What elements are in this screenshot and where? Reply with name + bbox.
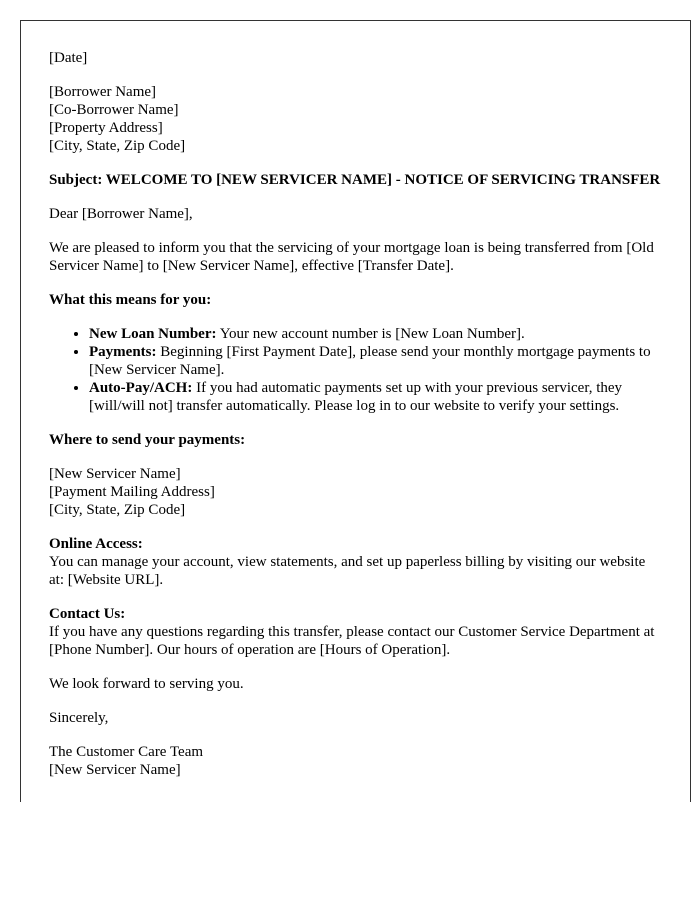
payment-city-state-zip: [City, State, Zip Code] [49, 502, 186, 518]
recipient-co-borrower-name: [Co-Borrower Name] [49, 102, 179, 118]
online-access-text: You can manage your account, view statements, and set up paperless billing by visiting our website at: [Website URL]. [49, 554, 646, 588]
list-item-new-loan-number [89, 325, 662, 343]
subject-line: Subject: WELCOME TO [NEW SERVICER NAME] - NOTICE OF SERVICING TRANSFER [49, 172, 661, 188]
list-item-label: New Loan Number: [89, 326, 217, 342]
online-access-section [49, 535, 662, 589]
recipient-block [49, 83, 662, 155]
signature-servicer-name: [New Servicer Name] [49, 762, 181, 778]
online-access-heading: Online Access: [49, 536, 143, 552]
list-item-text: Your new account number is [New Loan Number]. [216, 326, 525, 342]
signature-team: The Customer Care Team [49, 744, 204, 760]
recipient-city-state-zip: [City, State, Zip Code] [49, 138, 186, 154]
list-item-payments [89, 343, 662, 379]
recipient-property-address: [Property Address] [49, 120, 163, 136]
payment-mailing-address: [Payment Mailing Address] [49, 484, 215, 500]
signature-block [49, 743, 662, 779]
what-this-means-list [49, 325, 662, 415]
letter-date: [Date] [49, 50, 88, 66]
recipient-borrower-name: [Borrower Name] [49, 84, 157, 100]
salutation: Dear [Borrower Name], [49, 206, 193, 222]
list-item-label: Payments: [89, 344, 157, 360]
list-item-label: Auto-Pay/ACH: [89, 380, 193, 396]
letter-page [20, 20, 691, 802]
list-item-text: If you had automatic payments set up with your previous servicer, they [will/will not] transfer automatically. Please log in to our website to verify your settings. [89, 380, 623, 414]
what-this-means-heading: What this means for you: [49, 292, 212, 308]
contact-us-text: If you have any questions regarding this transfer, please contact our Customer Service Department at [Phone Number]. Our hours of operation are [Hours of Operation]. [49, 624, 655, 658]
intro-paragraph: We are pleased to inform you that the servicing of your mortgage loan is being transferred from [Old Servicer Name] to [New Servicer Name], effective [Transfer Date]. [49, 240, 654, 274]
closing-line: We look forward to serving you. [49, 676, 244, 692]
where-to-send-heading: Where to send your payments: [49, 432, 246, 448]
list-item-auto-pay [89, 379, 662, 415]
contact-us-section [49, 605, 662, 659]
contact-us-heading: Contact Us: [49, 606, 126, 622]
sign-off: Sincerely, [49, 710, 109, 726]
payment-address-block [49, 465, 662, 519]
payment-servicer-name: [New Servicer Name] [49, 466, 181, 482]
list-item-text: Beginning [First Payment Date], please send your monthly mortgage payments to [New Servicer Name]. [89, 344, 651, 378]
